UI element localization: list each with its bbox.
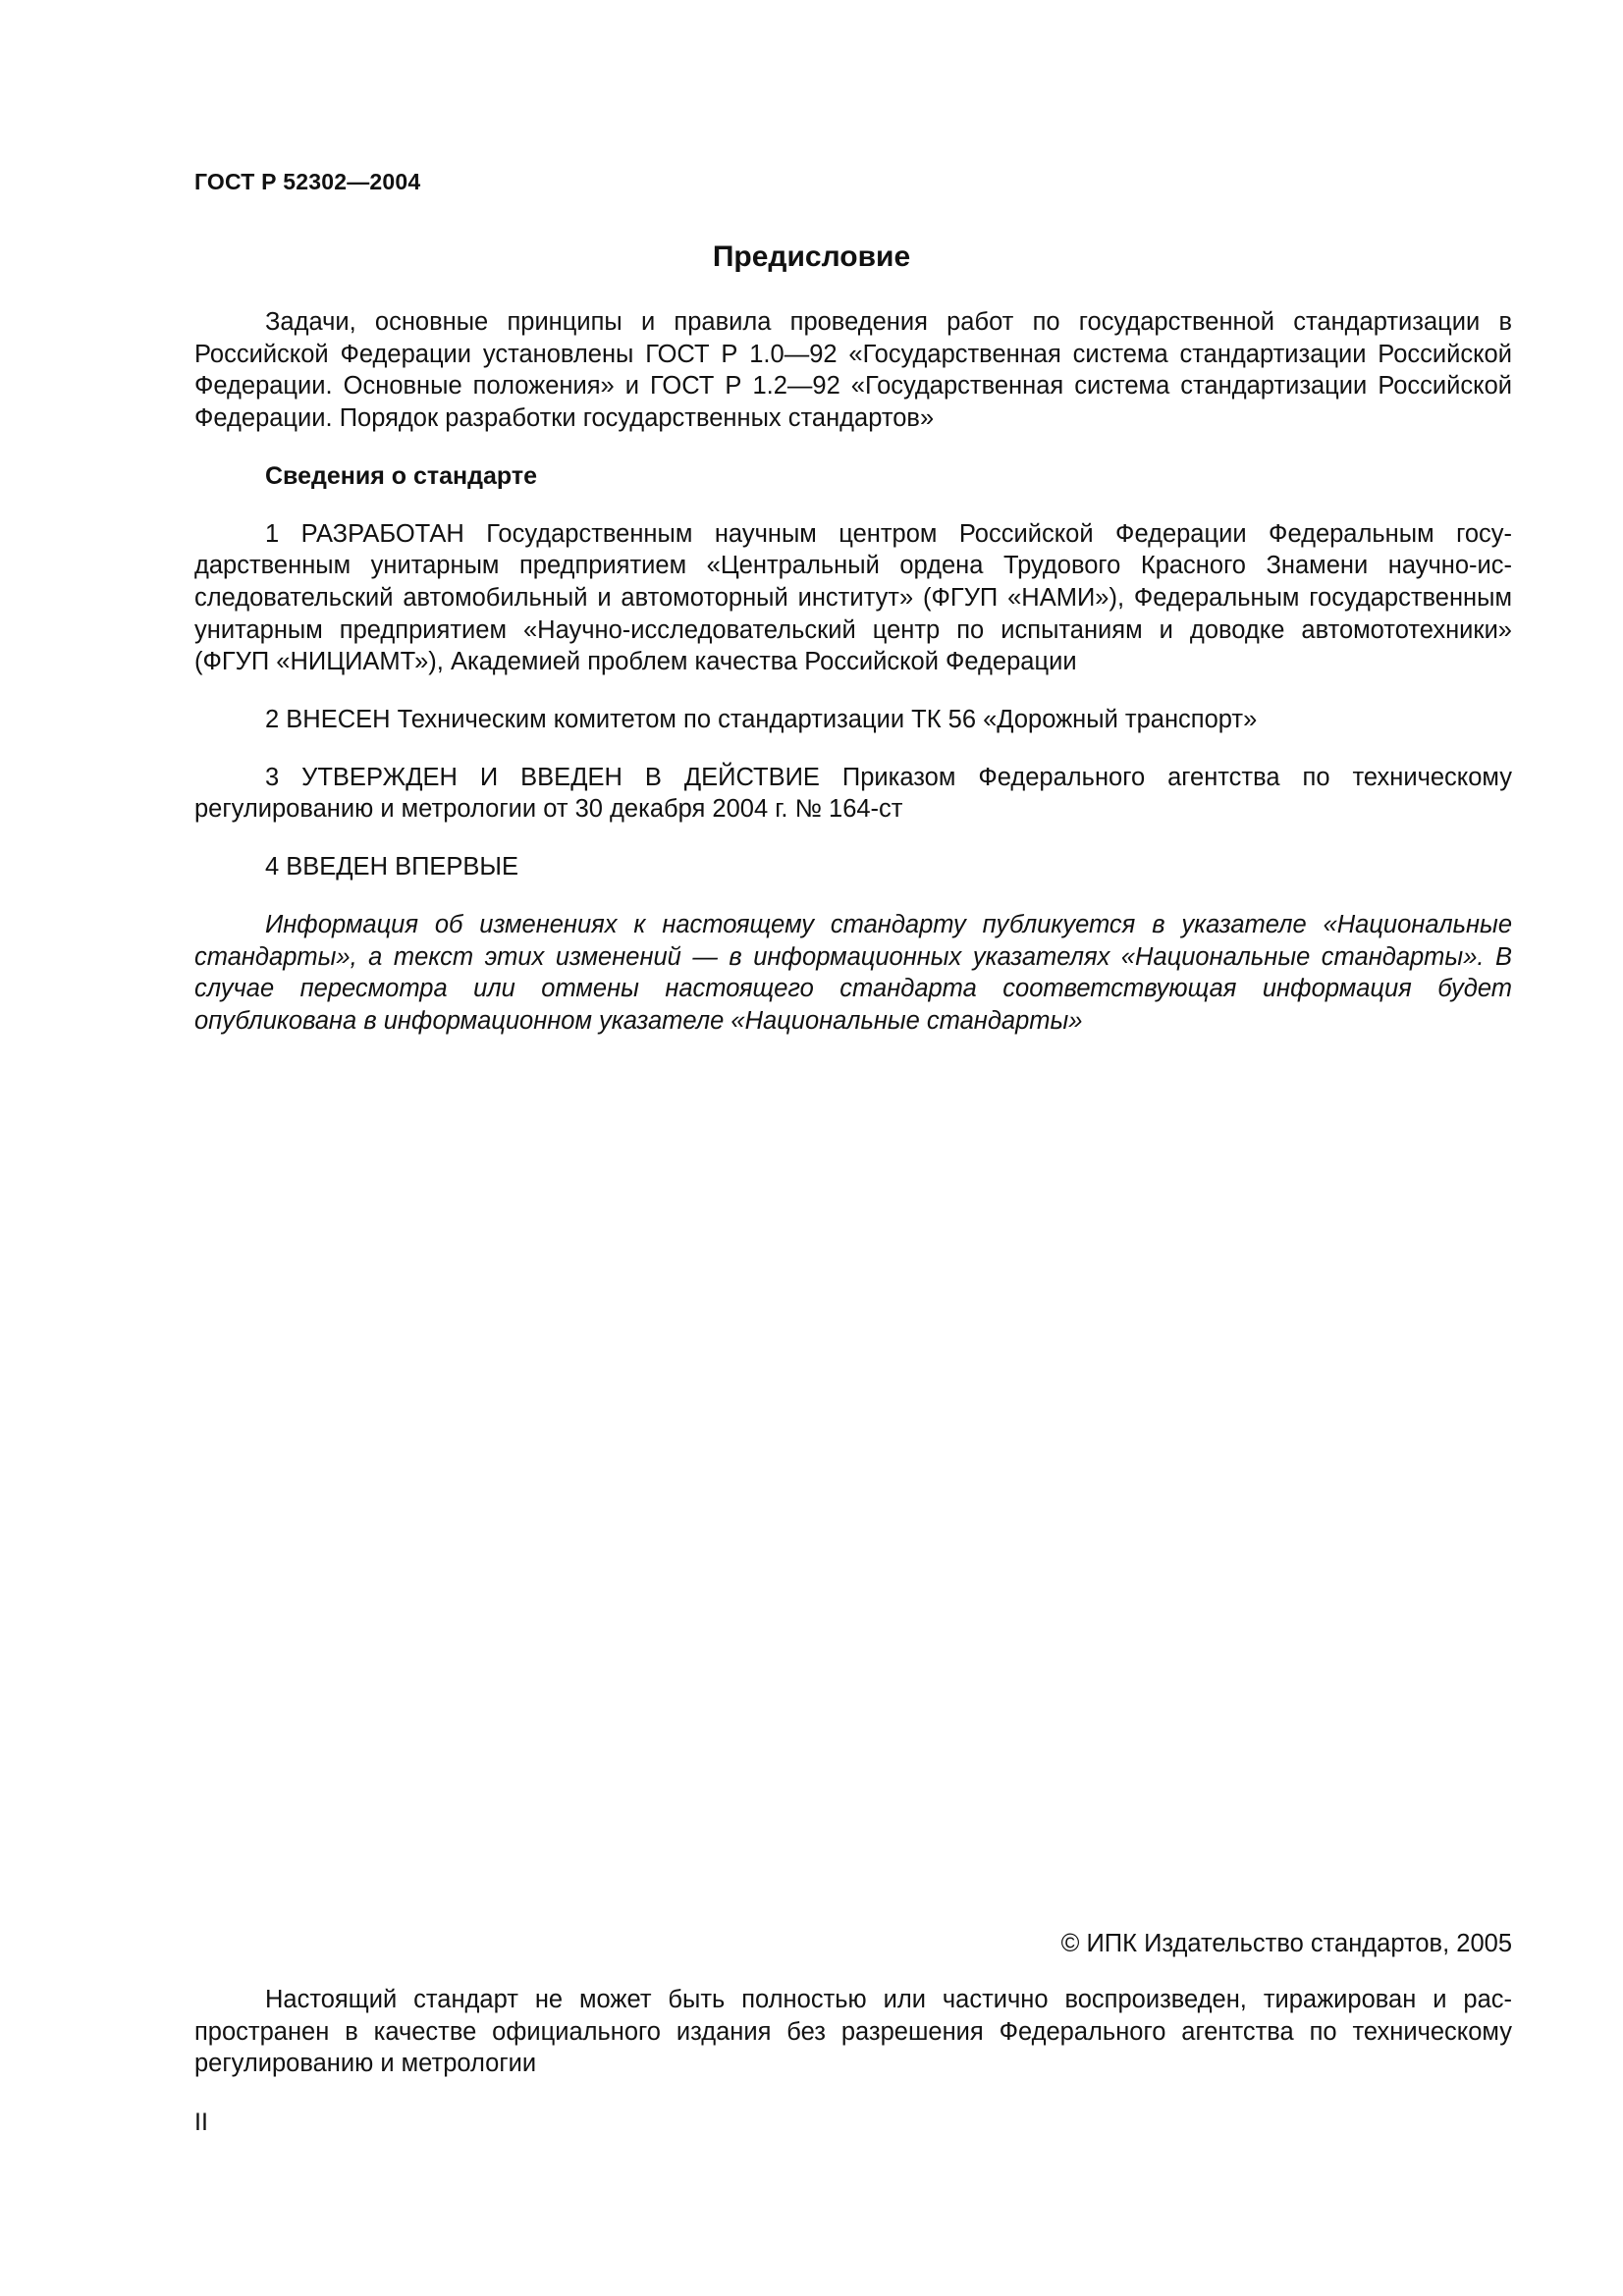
standard-info-subheading: Сведения о стандарте <box>265 461 538 490</box>
info-item-1: 1 РАЗРАБОТАН Государственным научным центром Российской Федерации Федеральным государственным унитарным предприятием «Центральный ордена Трудового Красного Знамени научно-исследовательский автомобильный и автомоторный институт» (ФГУП «НАМИ»), Федеральным государственным унитарным предприятием «Научно-исследовательский центр по испытаниям и доводке автомототехники» (ФГУП «НИЦИАМТ»), Академией проблем качества Российской Федерации <box>194 519 1512 676</box>
info-item-2: 2 ВНЕСЕН Техническим комитетом по стандартизации ТК 56 «Дорожный транспорт» <box>265 706 1258 734</box>
page-number: II <box>194 2109 208 2136</box>
reproduction-notice: Настоящий стандарт не может быть полностью или частично воспроизведен, тиражирован и распространен в качестве официального издания без разрешения Федерального агентства по техническому регулированию и метрологии <box>194 1986 1512 2078</box>
changes-info-note: Информация об изменениях к настоящему стандарту публикуется в указателе «Национальные стандарты», а текст этих изменений — в информационных указателях «Национальные стандарты». В случае пересмотра или отмены настоящего стандарта соответствующая информация будет опубликована в информационном указателе «Национальные стандарты» <box>194 910 1512 1035</box>
page-title: Предисловие <box>712 240 911 273</box>
info-item-3: 3 УТВЕРЖДЕН И ВВЕДЕН В ДЕЙСТВИЕ Приказом Федерального агентства по техническому регулированию и метрологии от 30 декабря 2004 г. № 164-ст <box>194 763 1512 824</box>
intro-paragraph: Задачи, основные принципы и правила проведения работ по государственной стандартизации в Российской Федерации установлены ГОСТ Р 1.0—92 «Государственная система стандартизации Российской Федерации. Основные положения» и ГОСТ Р 1.2—92 «Государственная система стандартизации Российской Федерации. Порядок разработки государственных стандартов» <box>194 308 1512 433</box>
copyright-line: © ИПК Издательство стандартов, 2005 <box>1060 1930 1512 1957</box>
info-item-4: 4 ВВЕДЕН ВПЕРВЫЕ <box>265 853 519 881</box>
document-code-header: ГОСТ Р 52302—2004 <box>194 169 421 194</box>
preface-content <box>194 306 1512 1063</box>
